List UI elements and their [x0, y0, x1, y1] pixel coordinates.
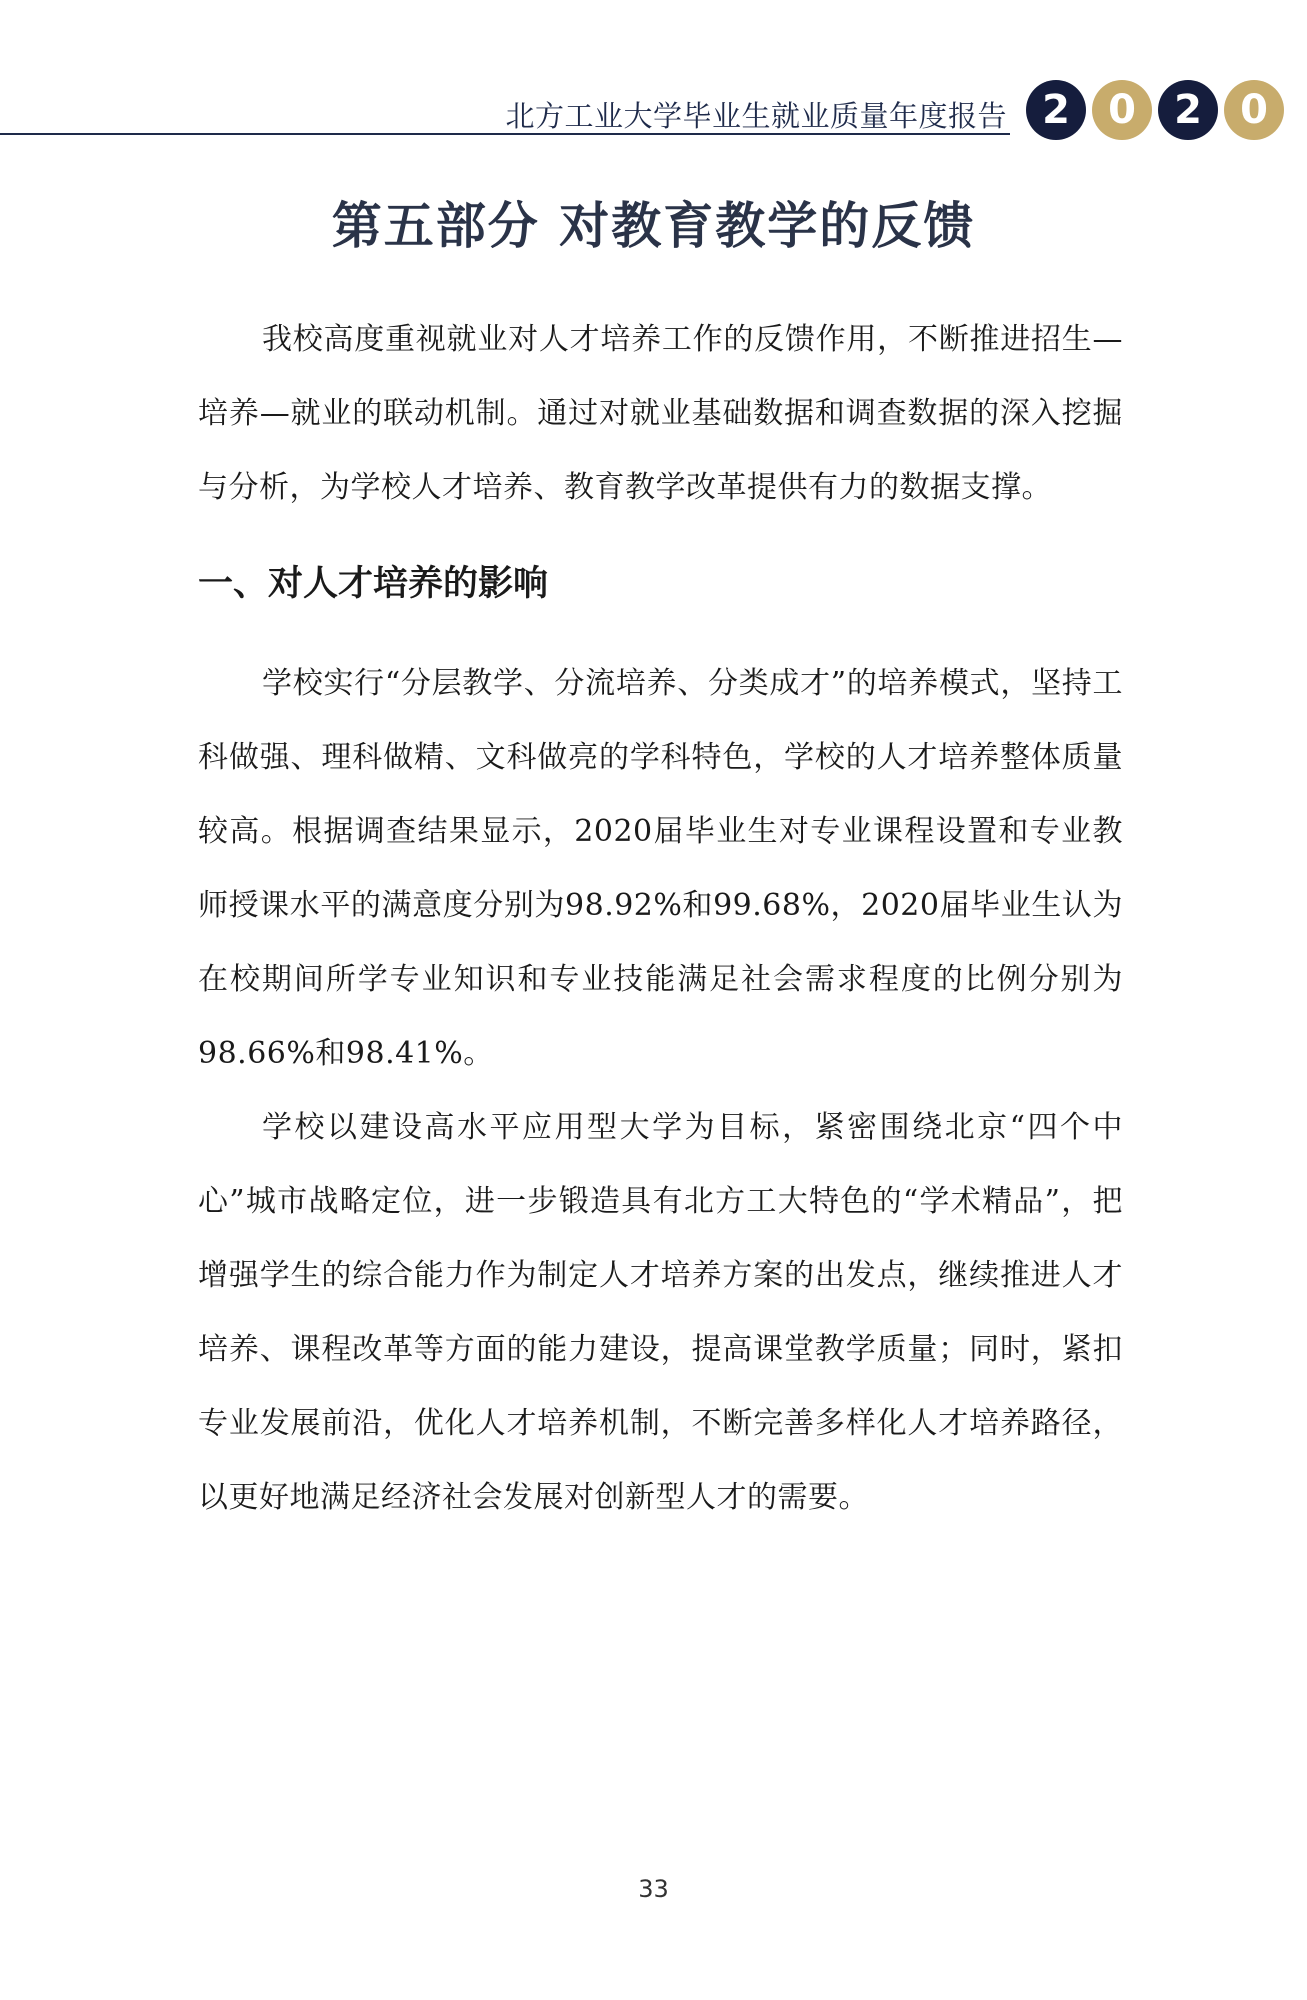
body-paragraph: 学校实行“分层教学、分流培养、分类成才”的培养模式，坚持工科做强、理科做精、文科做亮的学科特色，学校的人才培养整体质量较高。根据调查结果显示，2020届毕业生对专业课程设置和专业教师授课水平的满意度分别为98.92%和99.68%，2020届毕业生认为在校期间所学专业知识和专业技能满足社会需求程度的比例分别为98.66%和98.41%。: [198, 666, 1123, 1071]
intro-paragraph: 我校高度重视就业对人才培养工作的反馈作用，不断推进招生—培养—就业的联动机制。通过对就业基础数据和调查数据的深入挖掘与分析，为学校人才培养、教育教学改革提供有力的数据支撑。: [198, 322, 1123, 505]
section-heading: 一、对人才培养的影响: [198, 564, 549, 604]
body-paragraph: 学校以建设高水平应用型大学为目标，紧密围绕北京“四个中心”城市战略定位，进一步锻造具有北方工大特色的“学术精品”，把增强学生的综合能力作为制定人才培养方案的出发点，继续推进人才培养、课程改革等方面的能力建设，提高课堂教学质量；同时，紧扣专业发展前沿，优化人才培养机制，不断完善多样化人才培养路径，以更好地满足经济社会发展对创新型人才的需要。: [198, 1110, 1123, 1515]
report-title: 北方工业大学毕业生就业质量年度报告: [505, 99, 1007, 133]
year-digit-badge: 2: [1026, 80, 1086, 140]
year-digit-badge: 2: [1158, 80, 1218, 140]
year-digit-badge: 0: [1224, 80, 1284, 140]
year-badge-group: [1026, 80, 1284, 140]
year-digit-badge: 0: [1092, 80, 1152, 140]
page-header: [0, 0, 1307, 140]
page-title: 第五部分 对教育教学的反馈: [331, 197, 976, 255]
main-content: [198, 303, 1123, 1535]
page-number: 33: [638, 1875, 669, 1903]
header-divider: [0, 133, 1010, 135]
